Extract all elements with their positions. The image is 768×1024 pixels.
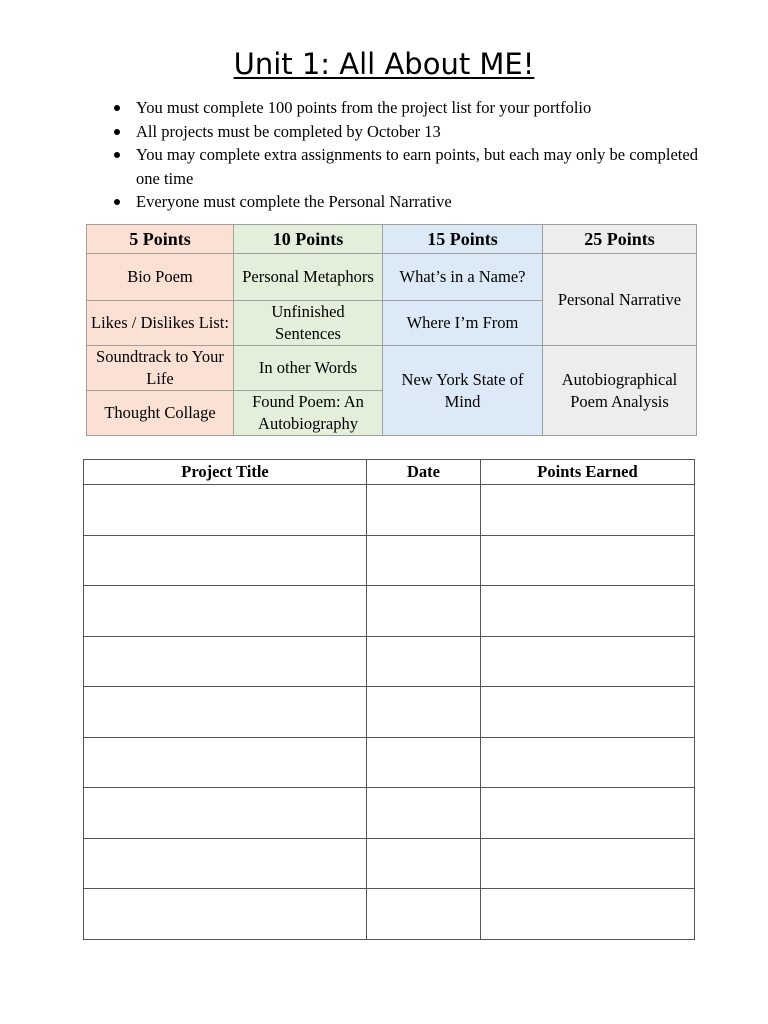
rule-item: Everyone must complete the Personal Narrative <box>111 190 711 214</box>
log-header-row <box>84 460 695 485</box>
date-cell[interactable] <box>367 586 481 637</box>
project-cell: Bio Poem <box>87 254 234 301</box>
page-title-text: Unit 1: All About ME! <box>233 47 535 81</box>
project-cell: Likes / Dislikes List: <box>87 301 234 346</box>
project-title-cell[interactable] <box>84 636 367 687</box>
project-cell: Thought Collage <box>87 391 234 436</box>
rules-list <box>111 96 711 214</box>
date-cell[interactable] <box>367 889 481 940</box>
log-row <box>84 788 695 839</box>
project-cell: Personal Narrative <box>543 254 697 346</box>
log-row <box>84 687 695 738</box>
project-cell: Personal Metaphors <box>234 254 383 301</box>
project-title-cell[interactable] <box>84 889 367 940</box>
date-cell[interactable] <box>367 636 481 687</box>
project-log-table <box>83 459 695 940</box>
log-row <box>84 485 695 536</box>
log-row <box>84 838 695 889</box>
log-row <box>84 636 695 687</box>
points-earned-cell[interactable] <box>481 788 695 839</box>
date-cell[interactable] <box>367 687 481 738</box>
project-cell: Found Poem: An Autobiography <box>234 391 383 436</box>
header-10-points: 10 Points <box>234 225 383 254</box>
points-earned-cell[interactable] <box>481 838 695 889</box>
points-earned-cell[interactable] <box>481 535 695 586</box>
points-earned-cell[interactable] <box>481 636 695 687</box>
header-25-points: 25 Points <box>543 225 697 254</box>
project-title-cell[interactable] <box>84 788 367 839</box>
points-earned-cell[interactable] <box>481 889 695 940</box>
points-table <box>86 224 697 436</box>
page-title <box>0 44 768 84</box>
points-earned-cell[interactable] <box>481 586 695 637</box>
log-row <box>84 535 695 586</box>
project-cell: Unfinished Sentences <box>234 301 383 346</box>
project-cell: Soundtrack to Your Life <box>87 346 234 391</box>
date-cell[interactable] <box>367 535 481 586</box>
project-cell: New York State of Mind <box>383 346 543 436</box>
date-cell[interactable] <box>367 737 481 788</box>
header-5-points: 5 Points <box>87 225 234 254</box>
points-row <box>87 346 697 391</box>
date-cell[interactable] <box>367 838 481 889</box>
project-cell: Autobiographical Poem Analysis <box>543 346 697 436</box>
project-title-cell[interactable] <box>84 737 367 788</box>
date-cell[interactable] <box>367 788 481 839</box>
project-title-cell[interactable] <box>84 687 367 738</box>
project-cell: What’s in a Name? <box>383 254 543 301</box>
rule-item: You must complete 100 points from the project list for your portfolio <box>111 96 711 120</box>
project-cell: In other Words <box>234 346 383 391</box>
points-row <box>87 254 697 301</box>
log-row <box>84 889 695 940</box>
date-cell[interactable] <box>367 485 481 536</box>
points-earned-cell[interactable] <box>481 687 695 738</box>
points-header-row <box>87 225 697 254</box>
header-points-earned: Points Earned <box>481 460 695 485</box>
rule-item: You may complete extra assignments to earn points, but each may only be completed one time <box>111 143 711 190</box>
header-date: Date <box>367 460 481 485</box>
log-row <box>84 737 695 788</box>
header-15-points: 15 Points <box>383 225 543 254</box>
points-earned-cell[interactable] <box>481 737 695 788</box>
project-title-cell[interactable] <box>84 586 367 637</box>
project-title-cell[interactable] <box>84 838 367 889</box>
points-earned-cell[interactable] <box>481 485 695 536</box>
log-row <box>84 586 695 637</box>
project-title-cell[interactable] <box>84 535 367 586</box>
project-cell: Where I’m From <box>383 301 543 346</box>
project-title-cell[interactable] <box>84 485 367 536</box>
rule-item: All projects must be completed by October 13 <box>111 120 711 144</box>
header-project-title: Project Title <box>84 460 367 485</box>
